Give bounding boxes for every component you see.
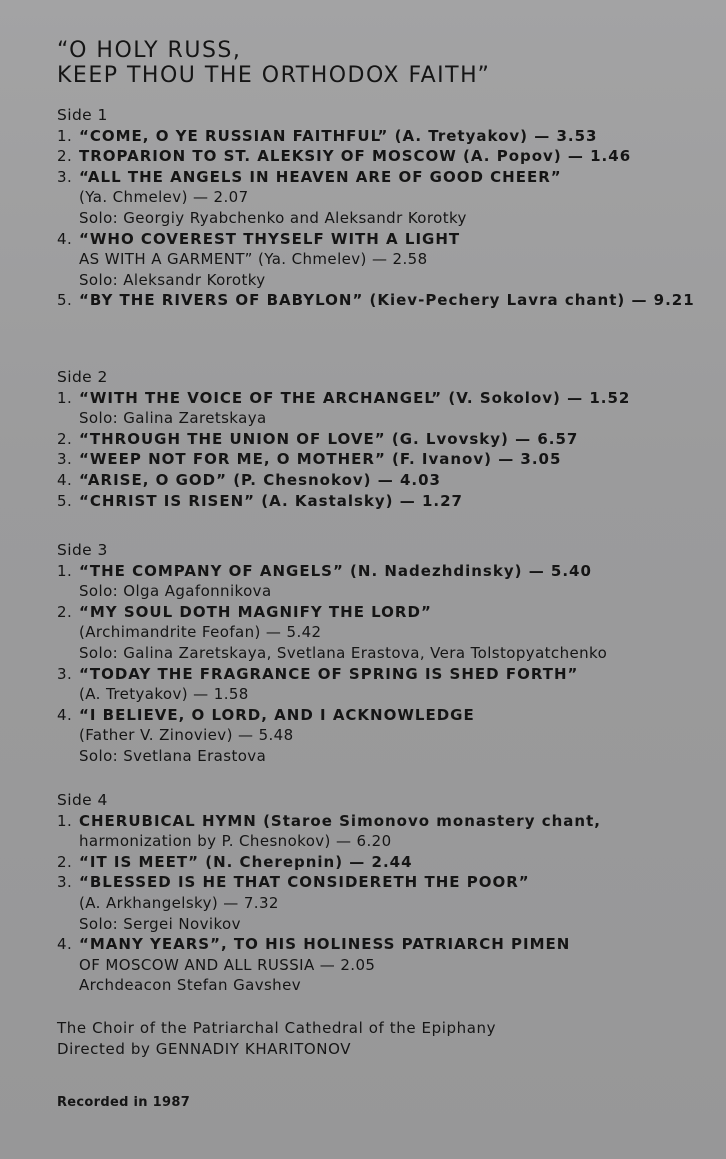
track-detail: Solo: Galina Zaretskaya, Svetlana Erastova, Vera Tolstopyatchenko bbox=[79, 643, 608, 662]
track-detail: Solo: Sergei Novikov bbox=[79, 914, 241, 933]
track-item bbox=[57, 146, 695, 167]
side-1-section bbox=[57, 105, 695, 311]
track-number: 3. bbox=[57, 450, 73, 469]
side-2-section bbox=[57, 367, 630, 511]
track-item bbox=[57, 470, 630, 491]
track-title: “THROUGH THE UNION OF LOVE” (G. Lvovsky) — 6.57 bbox=[79, 429, 579, 448]
track-number: 4. bbox=[57, 935, 73, 954]
album-title bbox=[57, 38, 490, 88]
track-item bbox=[57, 664, 607, 705]
side-2-heading: Side 2 bbox=[57, 368, 108, 386]
track-title: “CHRIST IS RISEN” (A. Kastalsky) — 1.27 bbox=[79, 491, 463, 510]
track-number: 2. bbox=[57, 852, 73, 871]
track-number: 3. bbox=[57, 167, 73, 186]
side-3-section bbox=[57, 540, 607, 767]
track-title: “MY SOUL DOTH MAGNIFY THE LORD” bbox=[79, 602, 432, 621]
track-title: “ALL THE ANGELS IN HEAVEN ARE OF GOOD CHEER” bbox=[79, 167, 562, 186]
track-number: 1. bbox=[57, 561, 73, 580]
album-title-line-1: “O HOLY RUSS, bbox=[57, 38, 242, 63]
album-title-line-2: KEEP THOU THE ORTHODOX FAITH” bbox=[57, 63, 491, 88]
track-number: 5. bbox=[57, 291, 73, 310]
side-3-heading: Side 3 bbox=[57, 541, 108, 559]
director-credit: Directed by GENNADIY KHARITONOV bbox=[57, 1040, 352, 1058]
side-4-heading: Side 4 bbox=[57, 791, 108, 809]
track-item bbox=[57, 811, 601, 852]
track-number: 4. bbox=[57, 705, 73, 724]
track-title: CHERUBICAL HYMN (Staroe Simonovo monastery chant, bbox=[79, 811, 601, 830]
track-detail: Solo: Svetlana Erastova bbox=[79, 746, 267, 765]
track-item bbox=[57, 491, 630, 512]
track-item bbox=[57, 290, 695, 311]
credits bbox=[57, 1018, 496, 1060]
track-title: “WHO COVEREST THYSELF WITH A LIGHT bbox=[79, 229, 461, 248]
track-detail: (A. Tretyakov) — 1.58 bbox=[79, 685, 249, 704]
track-title: “ARISE, O GOD” (P. Chesnokov) — 4.03 bbox=[79, 470, 441, 489]
track-item bbox=[57, 388, 630, 429]
track-item bbox=[57, 872, 601, 934]
side-4-section bbox=[57, 790, 601, 996]
track-detail: Archdeacon Stefan Gavshev bbox=[79, 976, 301, 995]
track-item bbox=[57, 602, 607, 664]
track-detail: (Father V. Zinoviev) — 5.48 bbox=[79, 726, 294, 745]
track-detail: harmonization by P. Chesnokov) — 6.20 bbox=[79, 832, 392, 851]
track-number: 4. bbox=[57, 229, 73, 248]
track-number: 3. bbox=[57, 664, 73, 683]
track-number: 1. bbox=[57, 811, 73, 830]
track-title: “BLESSED IS HE THAT CONSIDERETH THE POOR” bbox=[79, 873, 530, 892]
track-title: “BY THE RIVERS OF BABYLON” (Kiev-Pechery Lavra chant) — 9.21 bbox=[79, 291, 695, 310]
track-number: 1. bbox=[57, 388, 73, 407]
track-detail: Solo: Olga Agafonnikova bbox=[79, 582, 272, 601]
track-number: 3. bbox=[57, 873, 73, 892]
track-title: “WITH THE VOICE OF THE ARCHANGEL” (V. Sokolov) — 1.52 bbox=[79, 388, 631, 407]
track-detail: Solo: Aleksandr Korotky bbox=[79, 270, 266, 289]
track-number: 2. bbox=[57, 602, 73, 621]
track-detail: AS WITH A GARMENT” (Ya. Chmelev) — 2.58 bbox=[79, 250, 428, 269]
track-title: “COME, O YE RUSSIAN FAITHFUL” (A. Tretyakov) — 3.53 bbox=[79, 126, 598, 145]
track-detail: (A. Arkhangelsky) — 7.32 bbox=[79, 893, 279, 912]
track-detail: OF MOSCOW AND ALL RUSSIA — 2.05 bbox=[79, 955, 376, 974]
track-title: “I BELIEVE, O LORD, AND I ACKNOWLEDGE bbox=[79, 705, 475, 724]
track-item bbox=[57, 934, 601, 996]
track-item bbox=[57, 429, 630, 450]
track-number: 5. bbox=[57, 491, 73, 510]
track-title: TROPARION TO ST. ALEKSIY OF MOSCOW (A. Popov) — 1.46 bbox=[79, 147, 632, 166]
track-title: “WEEP NOT FOR ME, O MOTHER” (F. Ivanov) — 3.05 bbox=[79, 450, 562, 469]
track-detail: (Ya. Chmelev) — 2.07 bbox=[79, 188, 249, 207]
track-item bbox=[57, 561, 607, 602]
track-item bbox=[57, 229, 695, 291]
track-title: “THE COMPANY OF ANGELS” (N. Nadezhdinsky) — 5.40 bbox=[79, 561, 592, 580]
track-number: 4. bbox=[57, 470, 73, 489]
track-title: “TODAY THE FRAGRANCE OF SPRING IS SHED FORTH” bbox=[79, 664, 579, 683]
choir-credit: The Choir of the Patriarchal Cathedral of the Epiphany bbox=[57, 1019, 497, 1037]
track-number: 1. bbox=[57, 126, 73, 145]
track-detail: Solo: Galina Zaretskaya bbox=[79, 409, 267, 428]
track-item bbox=[57, 126, 695, 147]
track-detail: (Archimandrite Feofan) — 5.42 bbox=[79, 623, 322, 642]
side-1-heading: Side 1 bbox=[57, 106, 108, 124]
recorded-year: Recorded in 1987 bbox=[57, 1095, 191, 1110]
track-item bbox=[57, 852, 601, 873]
track-item bbox=[57, 167, 695, 229]
track-number: 2. bbox=[57, 429, 73, 448]
track-number: 2. bbox=[57, 147, 73, 166]
track-item bbox=[57, 705, 607, 767]
track-detail: Solo: Georgiy Ryabchenko and Aleksandr Korotky bbox=[79, 208, 467, 227]
track-title: “IT IS MEET” (N. Cherepnin) — 2.44 bbox=[79, 852, 413, 871]
track-item bbox=[57, 449, 630, 470]
track-title: “MANY YEARS”, TO HIS HOLINESS PATRIARCH PIMEN bbox=[79, 935, 571, 954]
